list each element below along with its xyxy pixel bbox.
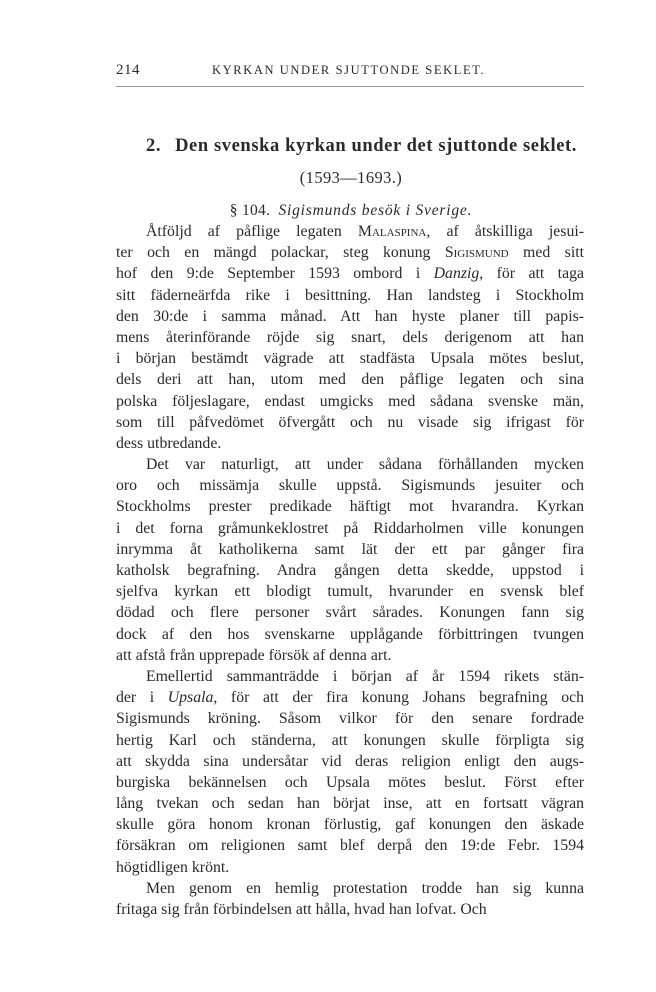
text-run: , af åtskilliga jesui- xyxy=(426,223,584,240)
text-run: dödad och flere personer svårt sårades. Konungen fann sig xyxy=(116,604,584,622)
text-run: inrymma åt katholikerna samt lät der ett par gånger fira xyxy=(116,540,584,558)
text-run: högtidligen krönt. xyxy=(116,858,230,876)
text-line xyxy=(116,518,584,539)
text-run: , för att der fira konung Johans begrafning och xyxy=(213,689,584,707)
paragraph xyxy=(116,666,584,878)
chapter-heading xyxy=(116,136,586,157)
small-caps-name: Sigismund xyxy=(444,244,509,262)
text-line xyxy=(116,857,584,878)
text-run: försäkran om religionen samt blef derpå den 19:de Febr. 1594 xyxy=(116,837,584,855)
text-line xyxy=(116,263,584,284)
text-line xyxy=(116,306,584,327)
text-run: der i xyxy=(116,689,168,707)
text-run: Det var naturligt, att under sådana förhållanden mycken xyxy=(146,456,584,474)
text-run: Åtföljd af påflige legaten xyxy=(146,223,358,240)
text-line xyxy=(116,645,584,666)
text-run: den 30:de i samma månad. Att han hyste planer till papis- xyxy=(116,307,584,325)
text-line xyxy=(116,242,584,263)
text-run: Emellertid sammanträdde i början af år 1594 rikets stän- xyxy=(146,667,584,685)
chapter-title: Den svenska kyrkan under det sjuttonde seklet. xyxy=(175,136,578,156)
text-run: Stockholms prester predikade häftigt mot hvarandra. Kyrkan xyxy=(116,498,584,516)
text-run: burgiska bekännelsen och Upsala mötes beslut. Först efter xyxy=(116,773,584,791)
text-run: att afstå från upprepade försök af denna art. xyxy=(116,646,392,664)
italic-place-name: Danzig xyxy=(433,265,480,283)
text-line xyxy=(116,454,584,475)
running-head xyxy=(116,62,586,86)
text-run: hertig Karl och ständerna, att konungen skulle förpligta sig xyxy=(116,731,584,749)
text-run: som till påfvedömet öfvergått och nu visade sig ifrigast för xyxy=(116,413,584,431)
text-run: ter och en mängd polackar, steg konung xyxy=(116,244,445,262)
chapter-number: 2. xyxy=(146,136,162,156)
text-run: i början bestämdt vägrade att stadfästa Upsala mötes beslut, xyxy=(116,350,584,368)
text-run: hof den 9:de September 1593 ombord i xyxy=(116,265,434,283)
text-run: polska följeslagare, endast umgicks med sådana svenske män, xyxy=(116,392,584,410)
text-run: oro och missämja skulle uppstå. Sigismunds jesuiter och xyxy=(116,477,584,495)
text-run: med sitt xyxy=(508,244,584,262)
text-line xyxy=(116,539,584,560)
text-line xyxy=(116,835,584,856)
text-run: Sigismunds kröning. Såsom vilkor för den senare fordrade xyxy=(116,710,584,728)
text-line xyxy=(116,772,584,793)
text-run: dels deri att han, utom med den påflige legaten och sina xyxy=(116,371,584,389)
text-line xyxy=(116,814,584,835)
text-line xyxy=(116,496,584,517)
text-line xyxy=(116,730,584,751)
paragraph xyxy=(116,221,584,454)
small-caps-name: Malaspina xyxy=(357,223,427,240)
text-line xyxy=(116,624,584,645)
text-line xyxy=(116,581,584,602)
text-line xyxy=(116,475,584,496)
text-line xyxy=(116,327,584,348)
chapter-years: (1593—1693.) xyxy=(299,168,403,187)
text-line xyxy=(116,666,584,687)
paragraph xyxy=(116,878,584,920)
text-run: katholsk begrafning. Andra gången detta skedde, uppstod i xyxy=(116,562,584,579)
section-title: Sigismunds besök i Sverige. xyxy=(278,202,473,219)
text-run: , för att taga xyxy=(479,265,584,283)
text-line xyxy=(116,391,584,412)
text-run: Men genom en hemlig protestation trodde han sig kunna xyxy=(146,879,584,897)
paragraph xyxy=(116,454,584,666)
text-line xyxy=(116,687,584,708)
text-line xyxy=(116,348,584,369)
section-heading xyxy=(116,202,586,220)
text-line xyxy=(116,751,584,772)
text-run: dess utbredande. xyxy=(116,434,222,452)
text-line xyxy=(116,793,584,814)
text-line xyxy=(116,221,584,242)
text-run: lång tvekan och sedan han börjat inse, att en fortsatt vägran xyxy=(116,795,584,813)
text-line xyxy=(116,433,584,454)
text-run: dock af den hos svenskarne upplågande förbittringen tvungen xyxy=(116,625,584,643)
italic-place-name: Upsala xyxy=(167,689,214,707)
text-run: skulle göra honom kronan förlustig, gaf konungen den äskade xyxy=(116,816,584,834)
text-line xyxy=(116,602,584,623)
text-run: i det forna gråmunkeklostret på Riddarholmen ville konungen xyxy=(116,519,584,537)
header-rule xyxy=(116,86,584,87)
page-number: 214 xyxy=(116,62,140,78)
text-line xyxy=(116,412,584,433)
text-line xyxy=(116,878,584,899)
text-line xyxy=(116,285,584,306)
text-line xyxy=(116,899,584,920)
text-run: att skydda sina undersåtar vid deras religion enligt den augs- xyxy=(116,752,584,770)
running-title: KYRKAN UNDER SJUTTONDE SEKLET. xyxy=(212,63,486,77)
section-number: § 104. xyxy=(229,202,271,219)
text-line xyxy=(116,560,584,581)
text-line xyxy=(116,708,584,729)
text-run: sitt fäderneärfda rike i besittning. Han landsteg i Stockholm xyxy=(116,286,584,304)
text-run: sjelfva kyrkan ett blodigt tumult, hvarunder en svensk blef xyxy=(116,583,584,601)
body-text xyxy=(116,221,584,920)
text-line xyxy=(116,369,584,390)
text-run: fritaga sig från förbindelsen att hålla, hvad han lofvat. Och xyxy=(116,901,487,918)
text-run: mens återinförande röjde sig snart, dels derigenom att han xyxy=(116,328,584,346)
